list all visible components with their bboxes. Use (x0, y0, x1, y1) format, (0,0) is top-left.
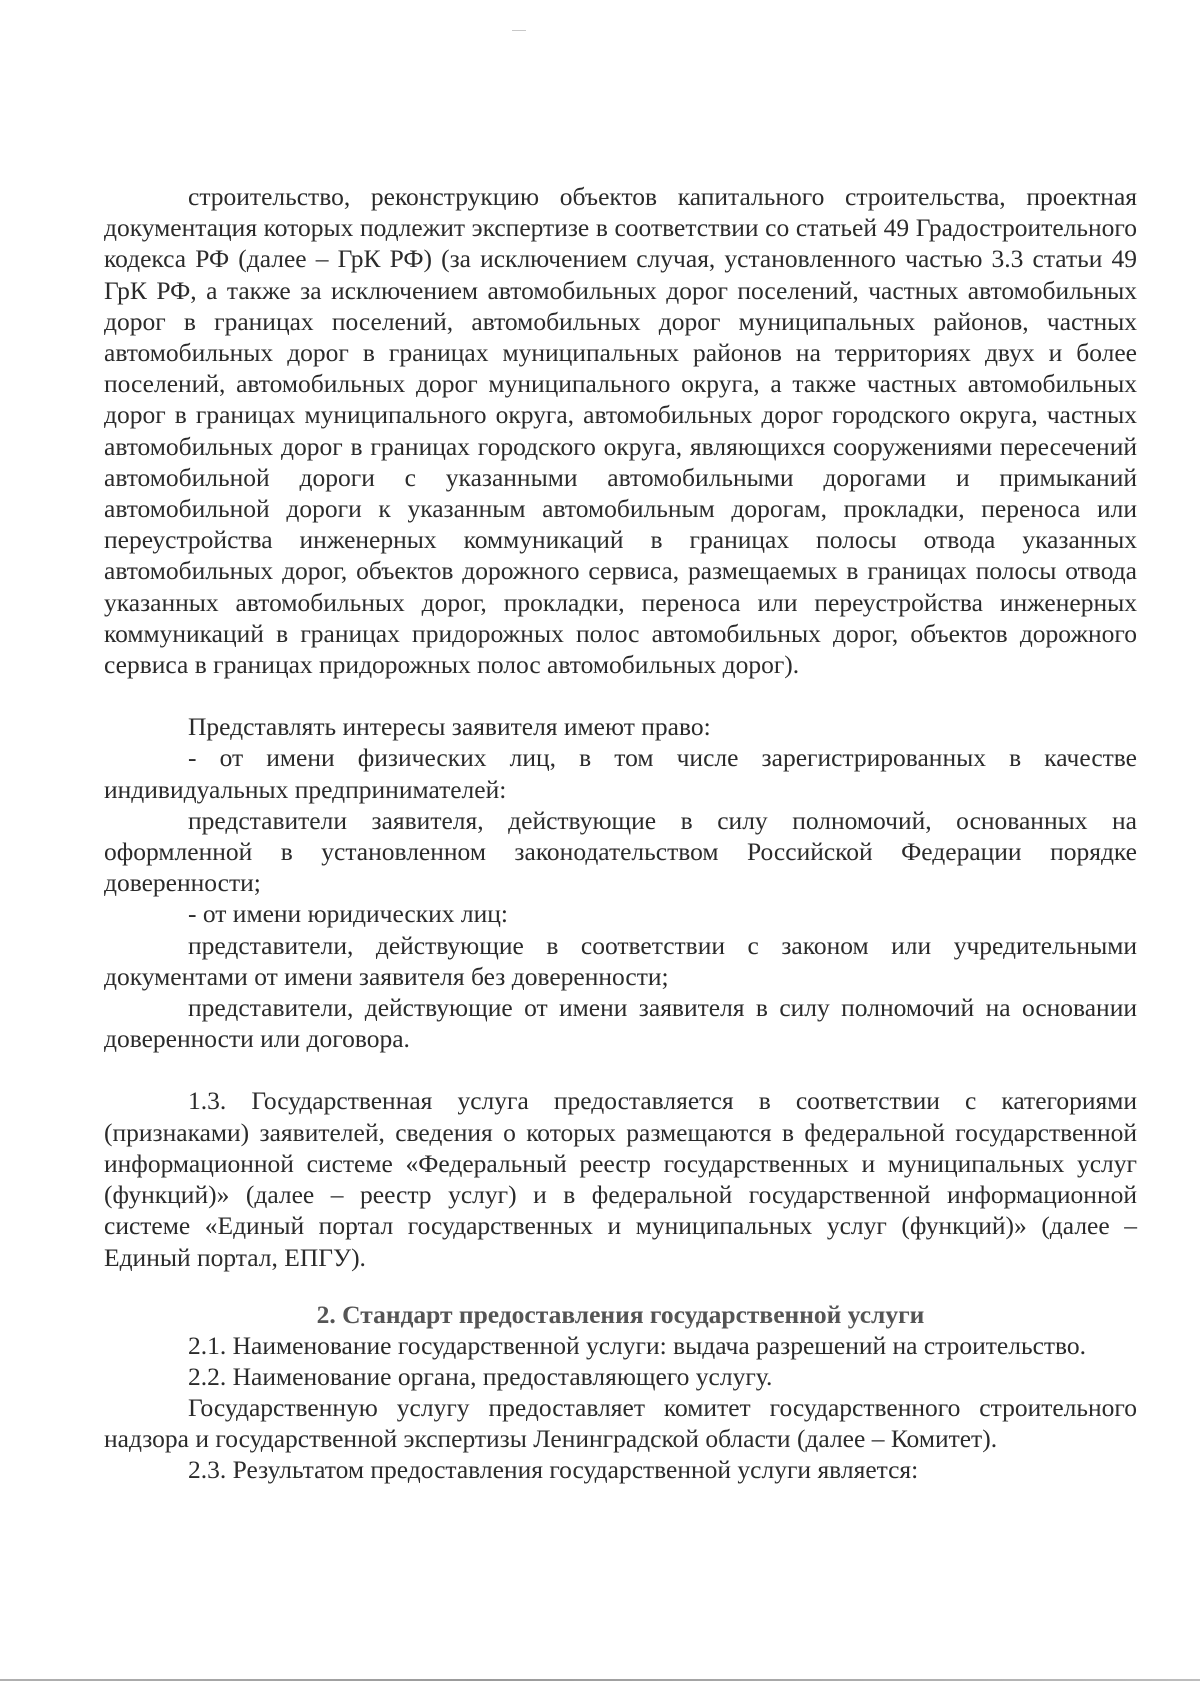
paragraph-construction-scope: строительство, реконструкцию объектов капитального строительства, проектная документация которых подлежит экспертизе в соответствии со статьей 49 Градостроительного кодекса РФ (далее – ГрК РФ) (за исключением случая, установленного частью 3.3 статьи 49 ГрК РФ, а также за исключением автомобильных дорог поселений, частных автомобильных дорог в границах поселений, автомобильных дорог муниципальных районов, частных автомобильных дорог в границах муниципальных районов на территориях двух и более поселений, автомобильных дорог муниципального округа, а также частных автомобильных дорог в границах муниципального округа, автомобильных дорог городского округа, частных автомобильных дорог в границах городского округа, являющихся сооружениями пересечений автомобильной дороги с указанными автомобильными дорогами и примыканий автомобильной дороги к указанным автомобильным дорогам, прокладки, переноса или переустройства инженерных коммуникаций в границах полосы отвода указанных автомобильных дорог, объектов дорожного сервиса, размещаемых в границах полосы отвода указанных автомобильных дорог, прокладки, переноса или переустройства инженерных коммуникаций в границах придорожных полос автомобильных дорог, объектов дорожного сервиса в границах придорожных полос автомобильных дорог). (104, 182, 1137, 680)
paragraph-1-3: 1.3. Государственная услуга предоставляется в соответствии с категориями (признаками) заявителей, сведения о которых размещаются в федеральной государственной информационной системе «Федеральный реестр государственных и муниципальных услуг (функций)» (далее – реестр услуг) и в федеральной государственной информационной системе «Единый портал государственных и муниципальных услуг (функций)» (далее – Единый портал, ЕПГУ). (104, 1086, 1137, 1272)
section-2-heading: 2. Стандарт предоставления государственной услуги (316, 1299, 925, 1329)
item-2-3: 2.3. Результатом предоставления государственной услуги является: (188, 1454, 919, 1484)
item-2-1: 2.1. Наименование государственной услуги: выдача разрешений на строительство. (188, 1330, 1087, 1360)
paragraph-representatives-individuals: представители заявителя, действующие в силу полномочий, основанных на оформленной в установленном законодательством Российской Федерации порядке доверенности; (104, 805, 1137, 898)
item-2-2: 2.2. Наименование органа, предоставляющего услугу. (188, 1361, 773, 1391)
item-2-2-text: Государственную услугу предоставляет комитет государственного строительного надзора и государственной экспертизы Ленинградской области (далее – Комитет). (104, 1392, 1137, 1453)
document-body (104, 181, 1137, 1485)
paragraph-individuals: - от имени физических лиц, в том числе зарегистрированных в качестве индивидуальных предпринимателей: (104, 743, 1137, 804)
spacer (104, 680, 1137, 711)
paragraph-representatives-intro: Представлять интересы заявителя имеют право: (188, 712, 711, 742)
paragraph-legal-entities: - от имени юридических лиц: (188, 899, 508, 929)
scan-bottom-edge (0, 1679, 1200, 1681)
scan-mark (512, 30, 526, 31)
spacer (104, 1273, 1137, 1299)
spacer (104, 1054, 1137, 1085)
paragraph-representatives-by-proxy: представители, действующие от имени заявителя в силу полномочий на основании доверенности или договора. (104, 993, 1137, 1054)
paragraph-representatives-by-law: представители, действующие в соответствии с законом или учредительными документами от имени заявителя без доверенности; (104, 930, 1137, 991)
